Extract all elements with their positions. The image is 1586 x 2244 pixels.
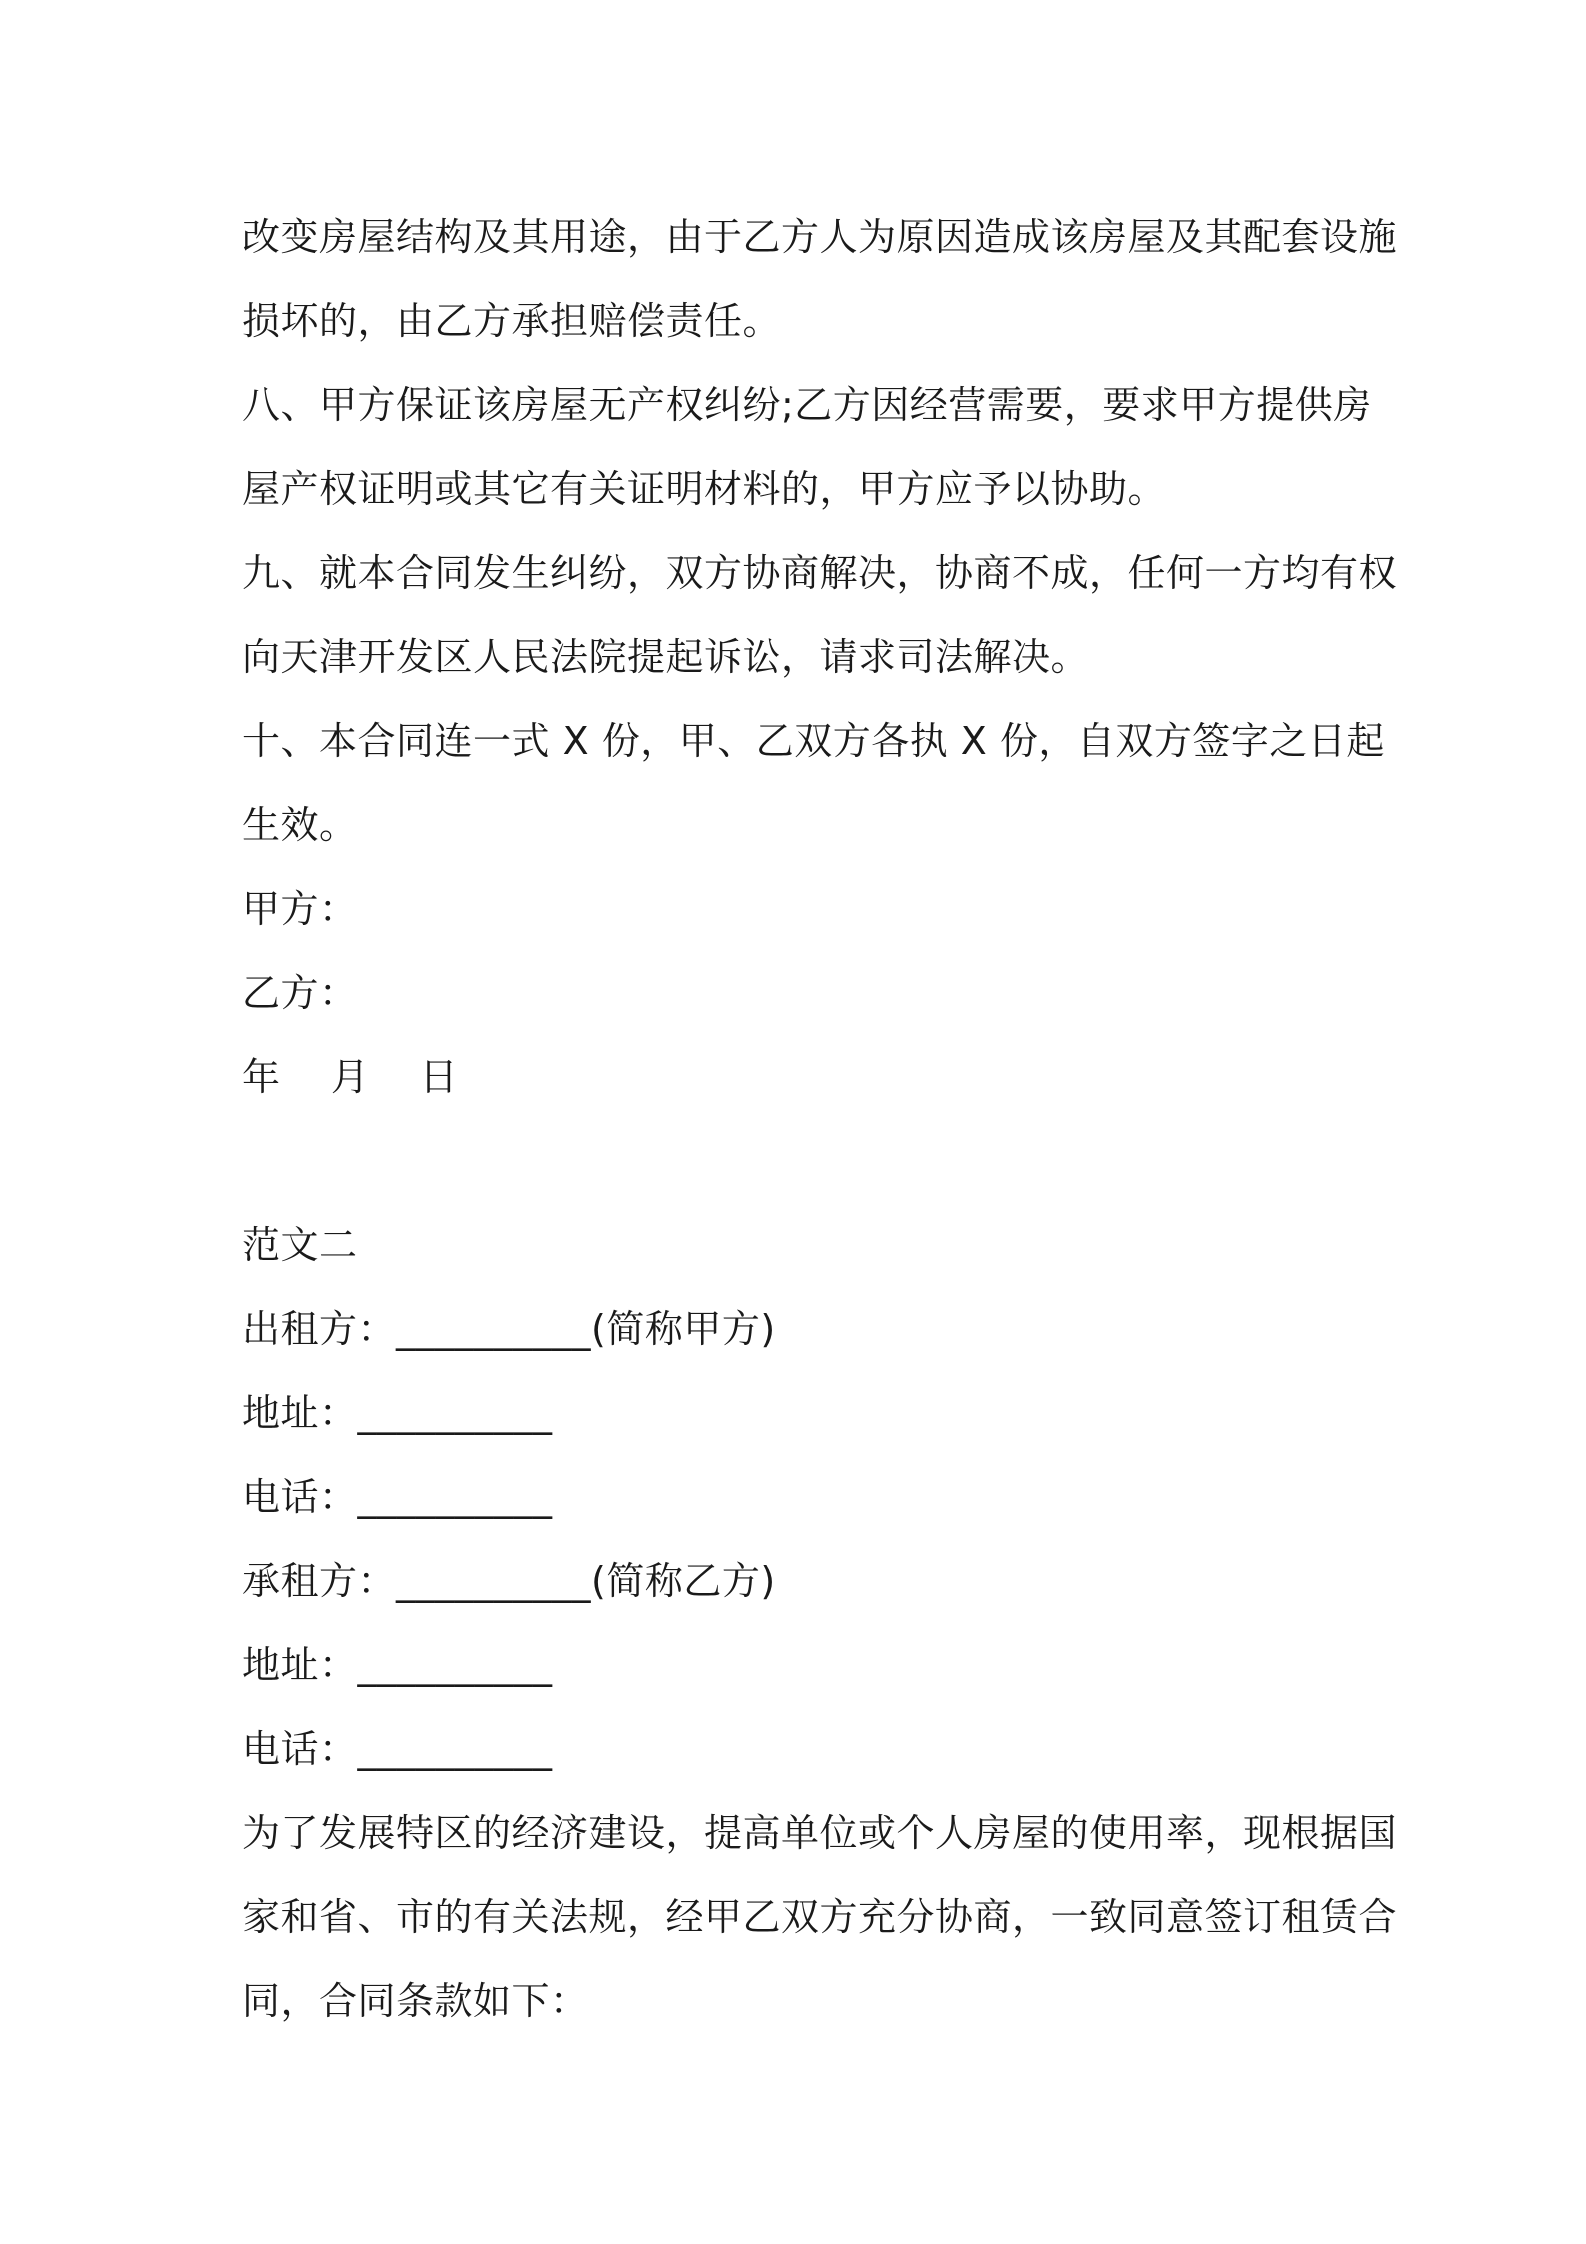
document-page — [242, 195, 1398, 2043]
preamble-line: 家和省、市的有关法规，经甲乙双方充分协商，一致同意签订租赁合 — [242, 1895, 1398, 1939]
preamble-line: 为了发展特区的经济建设，提高单位或个人房屋的使用率，现根据国 — [242, 1811, 1398, 1855]
lessee-phone-field: 电话：__________ — [242, 1727, 553, 1771]
lessor-address-field: 地址：__________ — [242, 1391, 553, 1435]
party-b-signature: 乙方： — [242, 971, 358, 1015]
lessor-phone-field: 电话：__________ — [242, 1475, 553, 1519]
clause-ten-line: 生效。 — [242, 803, 358, 847]
signature-block — [242, 867, 1362, 1119]
clause-eight-line: 八、甲方保证该房屋无产权纠纷;乙方因经营需要，要求甲方提供房 — [242, 383, 1372, 427]
lessee-address-field: 地址：__________ — [242, 1643, 553, 1687]
clause-nine-line: 向天津开发区人民法院提起诉讼，请求司法解决。 — [242, 635, 1090, 679]
clause-line: 改变房屋结构及其用途，由于乙方人为原因造成该房屋及其配套设施 — [242, 215, 1398, 259]
section-heading: 范文二 — [242, 1223, 358, 1267]
section-spacer — [242, 1119, 1362, 1203]
lessee-field: 承租方：__________(简称乙方) — [242, 1559, 776, 1603]
clause-ten-line: 十、本合同连一式 X 份，甲、乙双方各执 X 份，自双方签字之日起 — [242, 719, 1385, 763]
clause-line: 损坏的，由乙方承担赔偿责任。 — [242, 299, 782, 343]
sample-two-section — [242, 1203, 1398, 2043]
preamble-line: 同，合同条款如下： — [242, 1979, 589, 2023]
party-a-signature: 甲方： — [242, 887, 358, 931]
lessor-field: 出租方：__________(简称甲方) — [242, 1307, 776, 1351]
clause-eight-line: 屋产权证明或其它有关证明材料的，甲方应予以协助。 — [242, 467, 1167, 511]
contract-clauses — [242, 195, 1398, 867]
clause-nine-line: 九、就本合同发生纠纷，双方协商解决，协商不成，任何一方均有权 — [242, 551, 1398, 595]
signature-date: 年 月 日 — [242, 1055, 459, 1099]
